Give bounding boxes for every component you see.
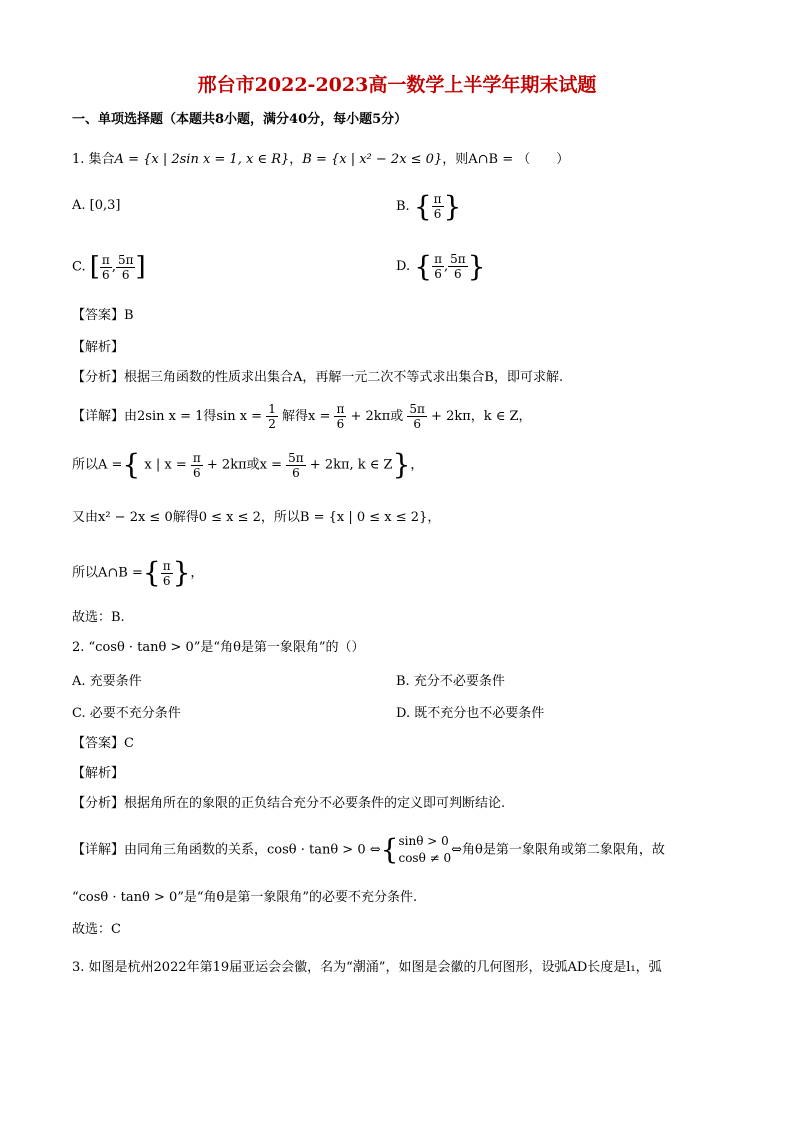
q1-detail-2: 所以A ={ x | x = $\frac{\pi}{6}$ + 2kπ或x = $\frac{5\pi}{6}$ + 2kπ, k ∈ Z}， — [72, 448, 424, 481]
q1-d2-num2: 5π — [288, 450, 304, 465]
q2-analysis: 【分析】根据角所在的象限的正负结合充分不必要条件的定义即可判断结论. — [72, 796, 506, 811]
q1-detail-2-b: + 2kπ或x = — [206, 457, 282, 473]
q1-d4-num: π — [162, 558, 171, 573]
q1d-den1: 6 — [434, 267, 442, 281]
q2-system-line-2: cosθ ≠ 0 — [398, 851, 452, 865]
q1b-den: 6 — [433, 207, 442, 221]
q1-detail-2-end: ， — [410, 457, 424, 473]
q1-option-d-label: D. — [396, 259, 411, 274]
q2-detail-post: ⇔角θ是第一象限角或第二象限角，故 — [451, 842, 665, 858]
page-title: 邢台市2022-2023高一数学上半学年期末试题 — [197, 74, 597, 96]
q1-half-den: 2 — [268, 417, 276, 431]
question-3-stem: 3. 如图是杭州2022年第19届亚运会会徽，名为“潮涌”，如图是会徽的几何图形，设弧AD长度是l₁，弧 — [72, 960, 662, 975]
q2-option-c: C. 必要不充分条件 — [72, 706, 181, 721]
q1-half-num: 1 — [268, 402, 276, 416]
q1-d1-num1: π — [336, 402, 345, 416]
q1-d2-den2: 6 — [292, 465, 300, 480]
q1-comma: ， — [289, 152, 303, 167]
q1-detail-1-end: + 2kπ，k ∈ Z， — [431, 409, 532, 424]
q1-d2-den1: 6 — [193, 465, 201, 480]
q1-detail-2-c: + 2kπ, k ∈ Z — [309, 457, 393, 473]
q2-system-line-1: sinθ > 0 — [398, 834, 449, 848]
q1c-den1: 6 — [102, 267, 110, 282]
q1-detail-2-a: x | x = — [144, 457, 187, 473]
q1c-num1: π — [101, 252, 110, 267]
q1-analysis-head: 【解析】 — [72, 340, 125, 355]
q2-detail-2: “cosθ · tanθ > 0”是“角θ是第一象限角”的必要不充分条件. — [72, 890, 418, 905]
q2-option-b: B. 充分不必要条件 — [396, 674, 505, 689]
q1-detail-1 — [72, 402, 532, 431]
q2-choose: 故选：C — [72, 922, 121, 937]
q1d-num1: π — [434, 252, 442, 266]
q2-answer: 【答案】C — [72, 736, 134, 751]
q1-detail-1-pre: 【详解】由2sin x = 1得sin x = — [72, 409, 263, 424]
section-heading: 一、单项选择题（本题共8小题，满分40分，每小题5分） — [72, 112, 408, 127]
q1d-num2: 5π — [450, 252, 466, 266]
question-1-stem — [72, 150, 569, 170]
q2-detail: 【详解】由同角三角函数的关系，cosθ · tanθ > 0 ⇔{ sinθ > 0 cosθ ≠ 0 ⇔角θ是第一象限角或第二象限角，故 — [72, 833, 665, 866]
q2-option-a: A. 充要条件 — [72, 674, 142, 689]
q1-d2-num1: π — [192, 450, 201, 465]
q1-detail-4-end: ， — [190, 565, 204, 581]
q1-set-b: B = {x | x² − 2x ≤ 0} — [302, 152, 443, 167]
q1-detail-1-mid2: + 2kπ或 — [350, 409, 404, 424]
q1-answer: 【答案】B — [72, 308, 134, 323]
q1-d1-den1: 6 — [336, 417, 345, 431]
q2-option-d: D. 既不充分也不必要条件 — [396, 706, 545, 721]
question-2-stem: 2. “cosθ · tanθ > 0”是“角θ是第一象限角”的（） — [72, 640, 365, 655]
q1-detail-2-pre: 所以A = — [72, 457, 123, 473]
q2-detail-pre: 【详解】由同角三角函数的关系，cosθ · tanθ > 0 ⇔ — [72, 842, 381, 858]
q1-detail-4-pre: 所以A∩B = — [72, 565, 143, 581]
q1-set-a: A = {x | 2sin x = 1, x ∈ R} — [114, 152, 290, 167]
q1-d4-den: 6 — [162, 573, 171, 588]
q2-analysis-head: 【解析】 — [72, 766, 125, 781]
q1-option-c-label: C. — [72, 259, 86, 275]
q1-d1-den2: 6 — [413, 417, 421, 431]
q1c-den2: 6 — [121, 267, 130, 282]
q1b-num: π — [433, 192, 442, 206]
q1-analysis: 【分析】根据三角函数的性质求出集合A，再解一元二次不等式求出集合B，即可求解. — [72, 370, 564, 385]
q1-option-c: C. [ $\frac{\pi}{6}$ , $\frac{5\pi}{6}$ ] — [72, 252, 146, 282]
q1-choose: 故选：B. — [72, 610, 125, 625]
q1-option-b: B. { $\frac{\pi}{6}$ } — [396, 190, 462, 223]
q1-detail-4: 所以A∩B ={ $\frac{\pi}{6}$ }， — [72, 556, 204, 589]
q1-d1-num2: 5π — [409, 402, 425, 416]
q1c-num2: 5π — [117, 252, 134, 267]
q1-option-b-label: B. — [396, 199, 410, 214]
q1-detail-1-mid: 解得x = — [281, 409, 331, 424]
q1-option-d: D. { $\frac{\pi}{6}$ , $\frac{5\pi}{6}$ } — [396, 250, 486, 283]
q1-option-a: A. [0,3] — [72, 198, 121, 213]
q1-ask: ，则A∩B = （ ） — [442, 152, 570, 167]
q1-stem-text: 1. 集合 — [72, 152, 115, 167]
q1-detail-3: 又由x² − 2x ≤ 0解得0 ≤ x ≤ 2，所以B = {x | 0 ≤ x ≤ 2}， — [72, 510, 441, 525]
q1d-den2: 6 — [454, 267, 462, 281]
